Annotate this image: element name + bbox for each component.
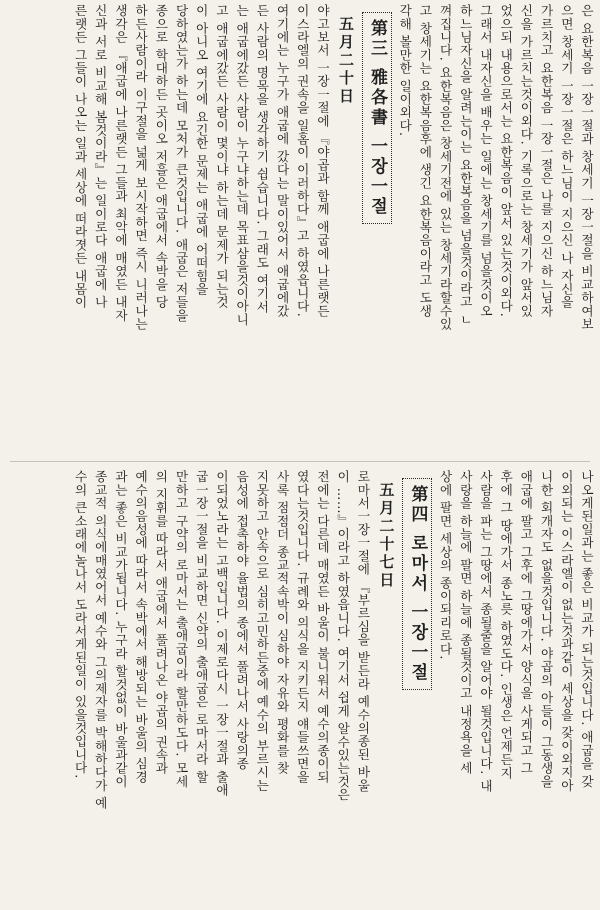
text-column: 의 지휘를 따라서 애굽에서 풀려나온 야곱의 권속과 (153, 470, 169, 775)
text-column: 생각은 『애굽에 나른랫든 그들과 최악에 매였든 내자 (112, 4, 128, 323)
text-column: 음성에 접촉하야 율법의 종에서 풀려나서 사랑의종 (234, 470, 250, 771)
bottom-columns (4, 470, 596, 906)
text-column: 종으로 학대하든 곳이오 저흘은 애굽에서 속박을 당 (153, 4, 169, 309)
text-column: 예수의음성에 따라서 속박에서 해방되는 바울의 심경 (133, 470, 149, 784)
text-column: 으면 창세기 一장一절은 하느님이 지으신 나 자신을 (558, 4, 574, 309)
bottom-section (4, 470, 596, 906)
text-column: 후에 그 땅에가서 종노릇 하였도다. 인생은 언제든지 (498, 470, 514, 780)
text-column: 사록 점점더 종교적속박이 심하야 자유와 평화를 찾 (274, 470, 290, 775)
top-columns (4, 4, 596, 456)
text-column: 만하고 구약의 로마서는 출애굽이라 할만하도다. 모세 (173, 470, 189, 789)
text-column: 고 애굽에갔든 사람이 몇이냐 하는데 문제가 되는것 (213, 4, 229, 309)
lesson-date: 五月二十日 (336, 16, 355, 106)
text-column: 애굽에 팔고 그후에 그땅에가서 양식을 사게되고 그 (518, 470, 534, 775)
text-column: 가르치고 요한복음 一장一절은 나를 지으신 하느님자 (538, 4, 554, 318)
text-column: 전에는 다른데 매였든 바울이 불니워서 예수의종이되 (314, 470, 330, 784)
text-column: 이스라엘의 권속을 일홈이 이러하다』고 하였읍니다. (294, 4, 310, 318)
text-column: 수의 큰소래에놀나서 도라서게된일이 있을것입니다. (72, 470, 88, 779)
text-column: 각해 볼만한 일이외다. (397, 4, 413, 137)
top-section (4, 4, 596, 456)
text-column: 로마서一장一절에 『부르심을 받든라 예수의종된 바울 (355, 470, 371, 793)
text-column: 이 아니오 여기에 요긴한 문제는 애굽에 어떠힘을 (193, 4, 209, 296)
section-divider (10, 461, 590, 462)
text-column: 신과 서로 비교해 봄것이라』는 일이로다 애굽에 나 (92, 4, 108, 309)
text-column: 든 사람의 명목을 생각하기 쉽습니다. 그래도 여기서 (254, 4, 270, 314)
text-column: 은 요한복음 一장一절과 창세기 一장一절을 비교하여보 (579, 4, 594, 331)
text-column: 하든사람이라 이구절을 넒게 보시작하면 즉시 니러나는 (133, 4, 149, 331)
text-column: 당하였는가 하는데 모처가 큰것입니다. 애굽은 저들을 (173, 4, 189, 323)
text-column: 사람을 파는 그땅에서 종될줄을 알어야 될것입니다. 내 (477, 470, 493, 793)
text-column: 니한 회개자도 없을것입니다. 야곱의 아들이 그동생을 (538, 470, 554, 789)
text-column: 상에 팔면 세상의 종이되리로다. (437, 470, 453, 661)
text-column: 그래서 내자신을 배우는 일에는 창세기를 넘을것이오 (477, 4, 493, 318)
text-column: 과는 좋은 비교가됩니다. 누구라 할것없이 바울과같이 (112, 470, 128, 789)
text-column: 었으되 내용으로서는 요한복음이 앞서 있는것이외다. (498, 4, 514, 318)
text-column: 나오게된일과는 좋은 비교가 되는것입니다. 애굽을 갖 (579, 470, 594, 789)
text-column: 하느님자신을 알려는이는 요한복음을 넘을것이라고 ㄴ (457, 4, 473, 327)
text-column: 이 ……』이라고 하였읍니다. 여기서 쉽게 알수있는것은 (335, 470, 351, 802)
lesson-date: 五月二十七日 (377, 482, 396, 590)
lesson-title: 第三 雅各書 一장一절 (362, 12, 392, 224)
lesson-title: 第四 로마서 一장一절 (402, 478, 432, 690)
text-column: 여기에는 누구가 애굽에 갔다는 말이있어서 애굽에갔 (274, 4, 290, 318)
text-column: 이외되는 이스라엘이 없는것과같이 세상을 갗이외지아 (558, 470, 574, 793)
text-column: 야고보서 一장一절에 『야곱과 함께 애굽에 나른랫든 (314, 4, 330, 318)
text-column: 지못하고 안속으로 심히고민하든중에 예수의 부르시는 (254, 470, 270, 793)
lesson-heading (372, 470, 434, 906)
text-column: 고 창세기는 요한복음후에 생긴 요한복음이라고 도생 (417, 4, 433, 318)
text-column: 껴집니다. 요한복음은 창세기전에 있는 창세기라할수있 (437, 4, 453, 331)
text-column: 였다는것입니다. 규례와 의식을 지키든지 얘들쓰면을 (294, 470, 310, 784)
text-column: 신을 가르치는것이외다. 기록으로는 창세기가 앞서있 (518, 4, 534, 318)
text-column: 종교적 의식에매였어서 예수와 그의제자를 박해하다가 예 (92, 470, 108, 810)
text-column: 른랫든 그들이 나오는 일과 세상에 떠라졋든 내몸이 (72, 4, 88, 309)
text-column: 이되었노라는 고백입니다. 이제로다시 一장一절과 출애 (213, 470, 229, 797)
text-column: 굽一장一절을 비교하면 신약의 출애굽은 로마서라 할 (193, 470, 209, 784)
text-column: 사랑을 하늘에 팔면 하늘에 종될것이고 내정욕을 세 (457, 470, 473, 775)
lesson-heading (332, 4, 394, 456)
text-column: 는 애굽에갔든 사람이 누구냐하는데 목표삼을것이아니 (234, 4, 250, 327)
